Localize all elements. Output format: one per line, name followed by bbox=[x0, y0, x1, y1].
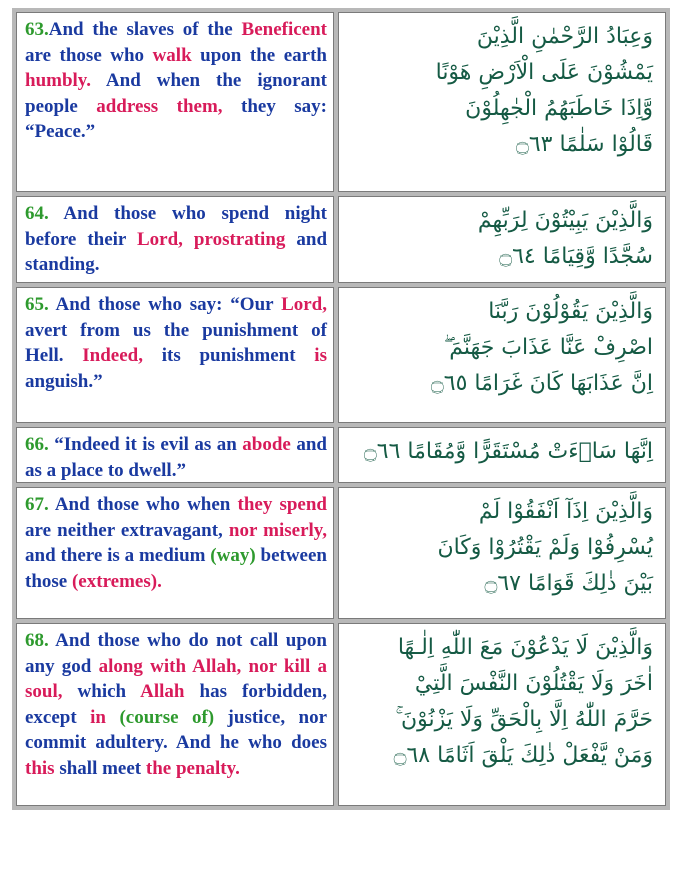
translation-text: they say: “Peace.” bbox=[25, 95, 327, 142]
highlighted-phrase: Allah bbox=[140, 681, 185, 702]
bracketed-phrase: (course of) bbox=[119, 706, 215, 728]
verse-row-64 bbox=[16, 196, 666, 283]
arabic-cell bbox=[338, 287, 666, 423]
english-cell bbox=[16, 287, 334, 423]
highlighted-phrase: they spend bbox=[237, 494, 328, 515]
english-translation bbox=[25, 201, 327, 278]
verse-number: 63. bbox=[25, 19, 49, 40]
arabic-line: يُسْرِفُوْا وَلَمْ يَقْتُرُوْا وَكَانَ bbox=[437, 535, 653, 560]
arabic-cell bbox=[338, 623, 666, 806]
translation-text: shall meet bbox=[54, 757, 146, 779]
highlighted-phrase: nor kill a soul, bbox=[25, 655, 327, 702]
highlighted-phrase: (extremes). bbox=[71, 570, 162, 592]
arabic-line: اِنَّهَا سَاۗءَتْ مُسْتَقَرًّا وَّمُقَامًا ۝٦٦ bbox=[363, 439, 653, 464]
translation-text: anguish.” bbox=[25, 370, 103, 392]
translation-text: And those who do not call upon any god bbox=[25, 630, 327, 677]
verse-row-67 bbox=[16, 487, 666, 619]
english-translation bbox=[25, 432, 327, 483]
translation-text bbox=[241, 656, 248, 677]
translation-text: which bbox=[62, 681, 141, 702]
english-translation bbox=[25, 492, 327, 594]
bracketed-phrase: (way) bbox=[210, 545, 256, 566]
verse-number: 68. bbox=[25, 630, 49, 651]
highlighted-phrase: address them, bbox=[96, 95, 223, 117]
arabic-line: بَيْنَ ذٰلِكَ قَوَامًا ۝٦٧ bbox=[484, 571, 653, 596]
verse-row-65 bbox=[16, 287, 666, 423]
highlighted-phrase: nor miserly, bbox=[228, 519, 327, 541]
translation-text: “Indeed it is evil as an bbox=[48, 434, 243, 455]
highlighted-phrase: Lord, bbox=[137, 228, 183, 250]
translation-text: And those who when bbox=[48, 494, 238, 515]
translation-text: upon the earth bbox=[191, 44, 327, 66]
highlighted-phrase: this bbox=[25, 757, 55, 779]
highlighted-phrase: the penalty. bbox=[145, 757, 240, 779]
arabic-cell bbox=[338, 196, 666, 283]
translation-text: avert from us the punishment of Hell. bbox=[25, 319, 327, 366]
arabic-line: وَّاِذَا خَاطَبَهُمُ الْجٰهِلُوْنَ bbox=[465, 96, 653, 121]
arabic-line: يَمْشُوْنَ عَلَى الْاَرْضِ هَوْنًا bbox=[435, 60, 653, 85]
english-cell bbox=[16, 12, 334, 192]
highlighted-phrase: in bbox=[90, 706, 106, 728]
translation-text bbox=[183, 229, 194, 250]
english-cell bbox=[16, 196, 334, 283]
translation-text: has forbidden, except bbox=[25, 681, 327, 728]
translation-text: and standing. bbox=[25, 228, 328, 275]
highlighted-phrase: Indeed, bbox=[82, 345, 143, 366]
highlighted-phrase: is bbox=[314, 345, 327, 366]
translation-text: between those bbox=[25, 545, 327, 592]
verse-table bbox=[12, 8, 670, 810]
arabic-line: اصْرِفْ عَنَّا عَذَابَ جَهَنَّمَ ۖ bbox=[443, 335, 653, 360]
highlighted-phrase: Beneficent bbox=[241, 19, 327, 40]
arabic-line: اٰخَرَ وَلَا يَقْتُلُوْنَ النَّفْسَ الَّتِيْ bbox=[414, 671, 653, 696]
arabic-line: اِنَّ عَذَابَهَا كَانَ غَرَامًا ۝٦٥ bbox=[430, 371, 653, 396]
highlighted-phrase: Lord, bbox=[281, 294, 327, 315]
translation-text: and as a place to dwell.” bbox=[25, 434, 327, 481]
verse-number: 65. bbox=[25, 294, 49, 315]
highlighted-phrase: walk bbox=[152, 44, 192, 66]
arabic-line: وَالَّذِيْنَ يَقُوْلُوْنَ رَبَّنَا bbox=[488, 299, 653, 324]
highlighted-phrase: humbly. bbox=[25, 70, 92, 91]
english-translation bbox=[25, 292, 327, 394]
arabic-line: سُجَّدًا وَّقِيَامًا ۝٦٤ bbox=[499, 244, 653, 269]
translation-text: and there is a medium bbox=[25, 545, 211, 566]
arabic-line: قَالُوْا سَلٰمًا ۝٦٣ bbox=[515, 132, 653, 157]
english-cell bbox=[16, 427, 334, 483]
translation-text: justice, nor commit adultery. And he who does bbox=[25, 706, 328, 753]
english-cell bbox=[16, 623, 334, 806]
arabic-line: وَالَّذِيْنَ اِذَآ اَنْفَقُوْا لَمْ bbox=[478, 499, 653, 524]
highlighted-phrase: abode bbox=[242, 434, 291, 455]
arabic-cell bbox=[338, 487, 666, 619]
verse-row-68 bbox=[16, 623, 666, 806]
translation-text: And when the ignorant people bbox=[25, 70, 327, 117]
translation-text: And the slaves of the bbox=[48, 19, 242, 40]
verse-number: 66. bbox=[25, 434, 49, 455]
verse-row-66 bbox=[16, 427, 666, 483]
verse-row-63 bbox=[16, 12, 666, 192]
translation-text: are those who bbox=[25, 44, 153, 66]
arabic-line: وَمَنْ يَّفْعَلْ ذٰلِكَ يَلْقَ اَثَامًا ۝٦٨ bbox=[393, 743, 653, 768]
arabic-cell bbox=[338, 427, 666, 483]
english-translation bbox=[25, 628, 327, 781]
arabic-line: حَرَّمَ اللّٰهُ اِلَّا بِالْحَقِّ وَلَا يَزْنُوْنَ ۚ bbox=[395, 707, 653, 732]
arabic-line: وَعِبَادُ الرَّحْمٰنِ الَّذِيْنَ bbox=[476, 24, 653, 49]
arabic-cell bbox=[338, 12, 666, 192]
verse-number: 67. bbox=[25, 494, 49, 515]
highlighted-phrase: along with Allah, bbox=[98, 655, 242, 677]
highlighted-phrase: prostrating bbox=[193, 228, 286, 250]
translation-text: its punishment bbox=[142, 345, 315, 366]
translation-text bbox=[106, 707, 119, 728]
arabic-line: وَالَّذِيْنَ يَبِيْتُوْنَ لِرَبِّهِمْ bbox=[477, 208, 653, 233]
arabic-line: وَالَّذِيْنَ لَا يَدْعُوْنَ مَعَ اللّٰهِ اِلٰـهًا bbox=[397, 635, 653, 660]
english-translation bbox=[25, 17, 327, 145]
translation-text: are neither extravagant, bbox=[25, 519, 229, 541]
translation-text: And those who spend night before their bbox=[25, 203, 327, 250]
translation-text: And those who say: “Our bbox=[48, 294, 282, 315]
english-cell bbox=[16, 487, 334, 619]
verse-number: 64. bbox=[25, 203, 49, 224]
